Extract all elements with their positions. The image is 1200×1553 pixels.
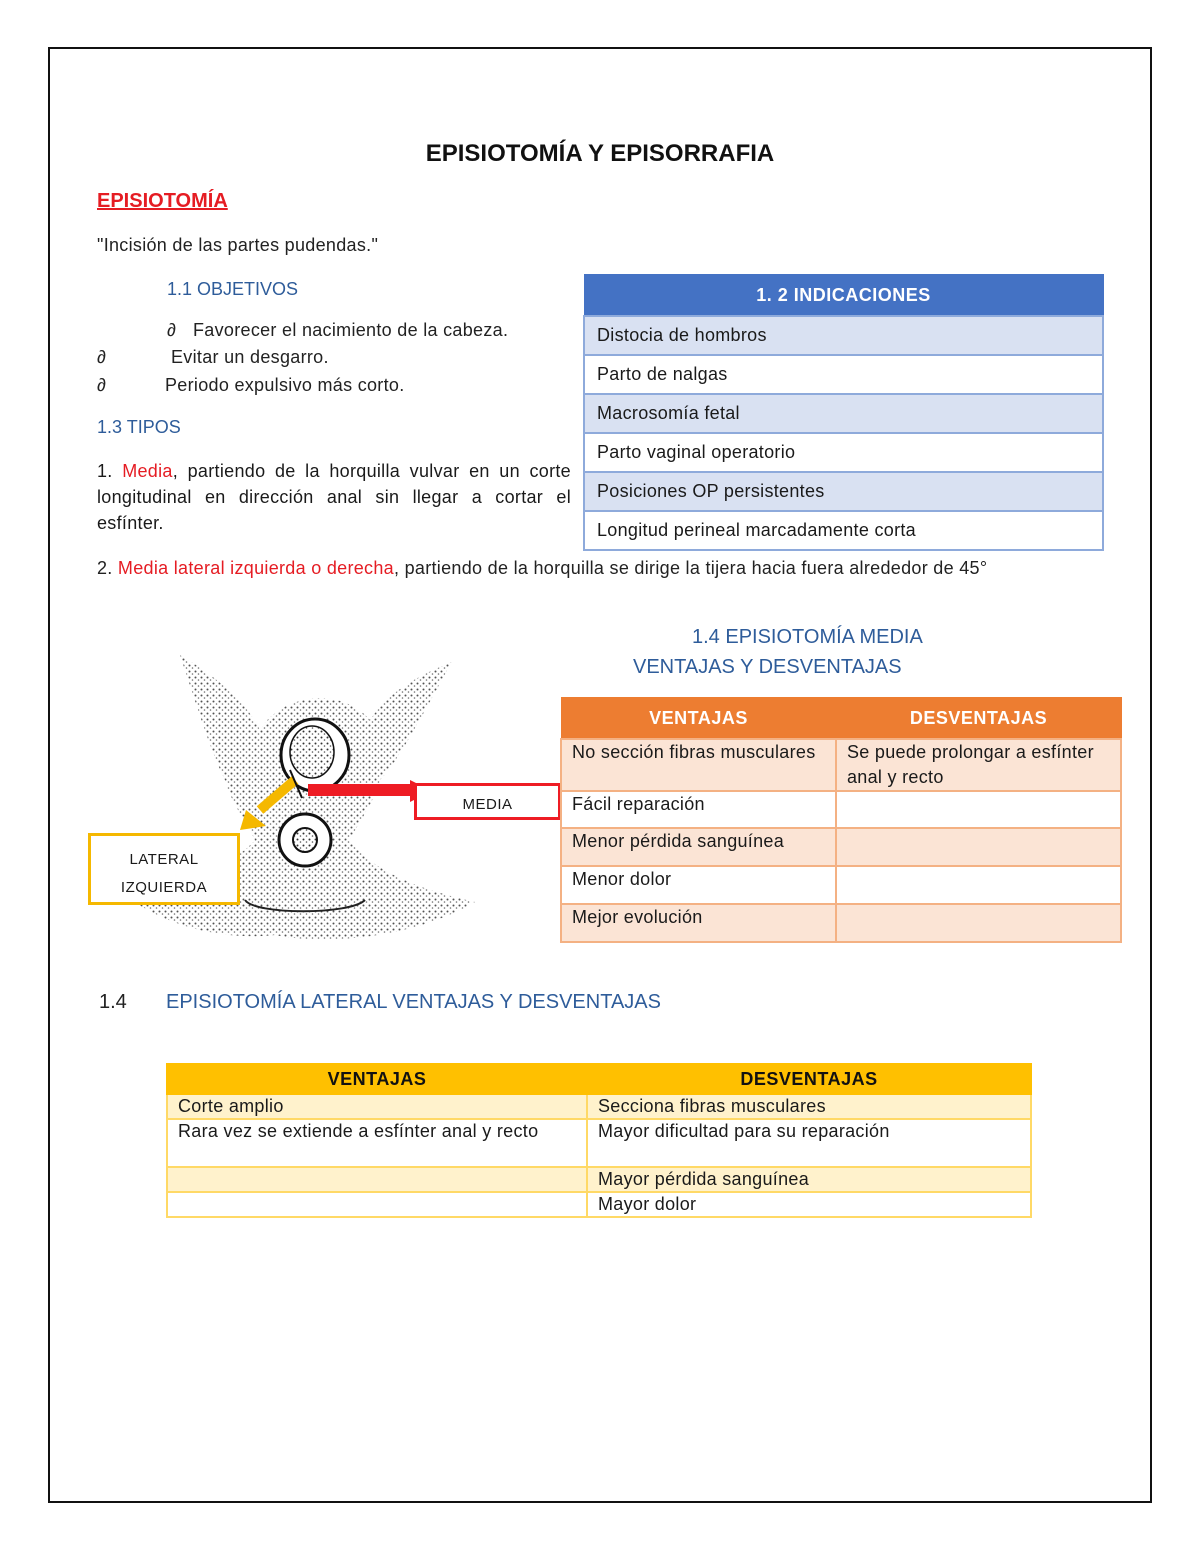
media-cell <box>836 791 1121 828</box>
media-cell: Menor dolor <box>561 866 836 904</box>
lateral-cell: Mayor dificultad para su reparación <box>587 1119 1031 1167</box>
page-title: EPISIOTOMÍA Y EPISORRAFIA <box>425 140 775 167</box>
lateral-col-ventajas: VENTAJAS <box>167 1064 587 1094</box>
tipos-heading: 1.3 TIPOS <box>97 417 181 437</box>
bullet-symbol: ∂ <box>167 320 177 340</box>
indicacion-row: Posiciones OP persistentes <box>584 472 1103 511</box>
media-cell: Fácil reparación <box>561 791 836 828</box>
indicacion-row: Macrosomía fetal <box>584 394 1103 433</box>
section-heading-episiotomia: EPISIOTOMÍA <box>97 190 228 212</box>
media-col-desventajas: DESVENTAJAS <box>836 698 1121 740</box>
indicacion-row: Parto vaginal operatorio <box>584 433 1103 472</box>
media-cell <box>836 866 1121 904</box>
media-cell: Se puede prolongar a esfínter anal y recto <box>836 739 1121 791</box>
lateral-col-desventajas: DESVENTAJAS <box>587 1064 1031 1094</box>
lateral-cell: Mayor pérdida sanguínea <box>587 1167 1031 1192</box>
indicaciones-heading: 1. 2 INDICACIONES <box>584 275 1103 317</box>
media-cell <box>836 828 1121 866</box>
media-section-heading-1: 1.4 EPISIOTOMÍA MEDIA <box>692 626 923 648</box>
objetivos-heading: 1.1 OBJETIVOS <box>167 279 299 299</box>
tipo-media-lateral-term: Media lateral izquierda o derecha <box>117 558 394 578</box>
indicacion-row: Parto de nalgas <box>584 355 1103 394</box>
media-label-box: MEDIA <box>414 783 561 820</box>
media-col-ventajas: VENTAJAS <box>561 698 836 740</box>
media-cell <box>836 904 1121 942</box>
objetivo-item-3: ∂ Periodo expulsivo más corto. <box>97 375 405 395</box>
lateral-cell <box>167 1167 587 1192</box>
tipo-media-term: Media <box>122 461 173 481</box>
lateral-cell: Rara vez se extiende a esfínter anal y recto <box>167 1119 587 1167</box>
definition-text: "Incisión de las partes pudendas." <box>97 235 379 255</box>
media-section-heading-2: VENTAJAS Y DESVENTAJAS <box>633 656 902 678</box>
media-cell: Mejor evolución <box>561 904 836 942</box>
indicacion-row: Distocia de hombros <box>584 316 1103 355</box>
bullet-symbol: ∂ <box>97 347 107 367</box>
indicacion-row: Longitud perineal marcadamente corta <box>584 511 1103 550</box>
objetivo-item-1: ∂ Favorecer el nacimiento de la cabeza. <box>167 320 509 340</box>
lateral-cell <box>167 1192 587 1217</box>
lateral-cell: Corte amplio <box>167 1094 587 1119</box>
bullet-symbol: ∂ <box>97 375 107 395</box>
media-table <box>560 697 1122 943</box>
lateral-section-number: 1.4 <box>99 991 127 1013</box>
lateral-label-box: LATERAL IZQUIERDA <box>88 833 240 905</box>
indicaciones-table <box>583 274 1104 551</box>
media-cell: Menor pérdida sanguínea <box>561 828 836 866</box>
lateral-table <box>166 1063 1032 1218</box>
media-cell: No sección fibras musculares <box>561 739 836 791</box>
tipo-media-lateral-paragraph: 2. Media lateral izquierda o derecha, partiendo de la horquilla se dirige la tijera hacia fuera alrededor de 45° <box>97 558 988 578</box>
lateral-cell: Secciona fibras musculares <box>587 1094 1031 1119</box>
objetivo-item-2: ∂ Evitar un desgarro. <box>97 347 329 367</box>
tipo-media-paragraph: 1. Media, partiendo de la horquilla vulvar en un corte longitudinal en dirección anal sin llegar a cortar el esfínter. <box>97 461 571 533</box>
lateral-section-heading: EPISIOTOMÍA LATERAL VENTAJAS Y DESVENTAJAS <box>166 991 661 1013</box>
lateral-cell: Mayor dolor <box>587 1192 1031 1217</box>
